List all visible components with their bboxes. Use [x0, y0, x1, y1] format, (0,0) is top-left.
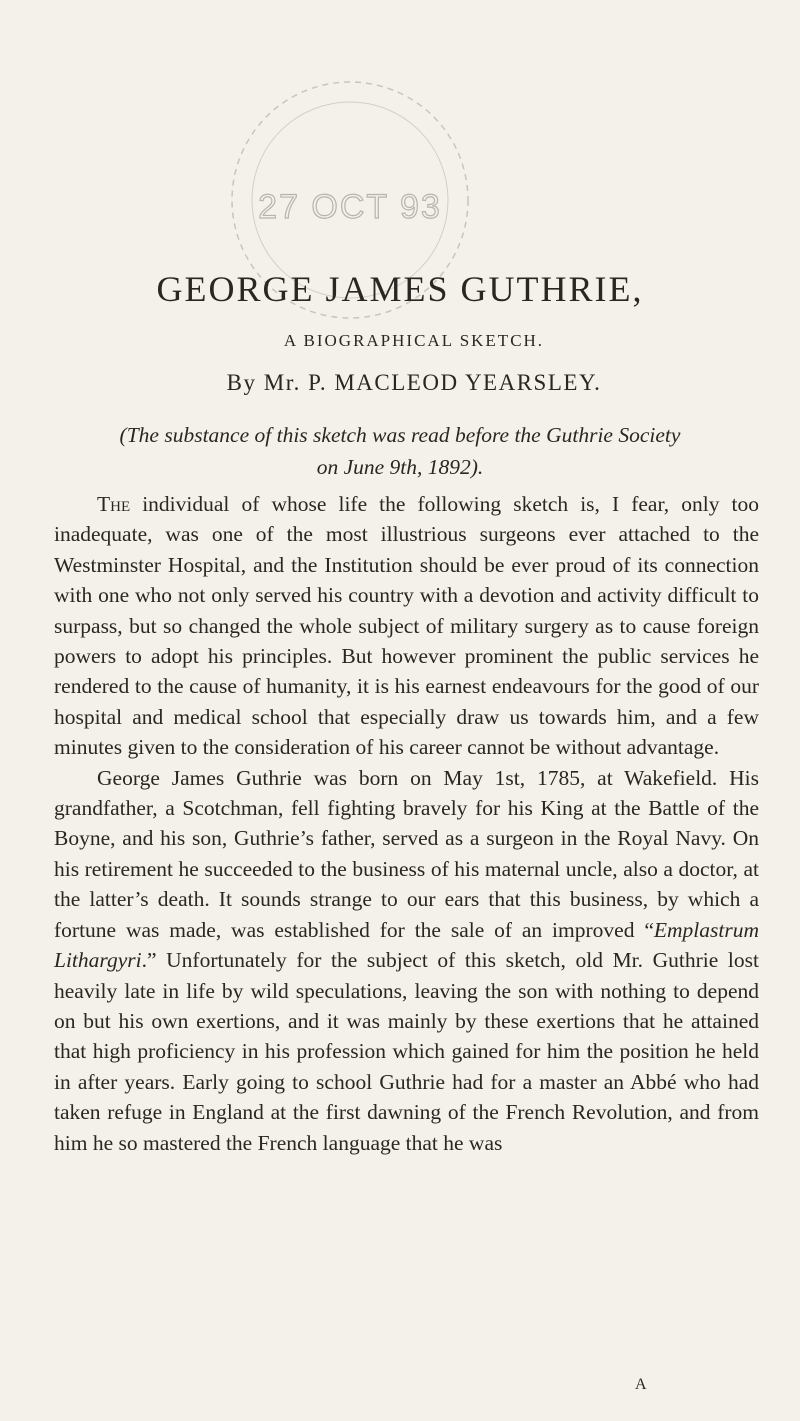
- paragraph-2-text-before: George James Guthrie was born on May 1st, 1785, at Wakefield. His grandfather, a Scotchman, fell fighting bravely for his King at the Battle of the Boyne, and his son, Guthrie’s father, served as a surgeon in the Royal Navy. On his retirement he succeeded to the business of his maternal uncle, also a doctor, at the latter’s death. It sounds strange to our ears that this business, by which a fortune was made, was established for the sale of an improved “: [54, 765, 759, 942]
- signature-mark: A: [635, 1376, 647, 1393]
- body-text: [54, 489, 759, 1158]
- paragraph-2: [54, 763, 759, 1158]
- stamp-date: 27 OCT 93: [258, 188, 442, 226]
- author-byline: By Mr. P. MACLEOD YEARSLEY.: [226, 370, 602, 395]
- paragraph-1: [54, 489, 759, 763]
- paragraph-2-latin-term: Emplastrum Lithargyri: [54, 917, 759, 973]
- editorial-note: [70, 419, 730, 483]
- subtitle: A BIOGRAPHICAL SKETCH.: [283, 331, 545, 350]
- paragraph-2-text-after: .” Unfortunately for the subject of this sketch, old Mr. Guthrie lost heavily late in life by wild speculations, leaving the son with nothing to depend on but his own exertions, and it was mainly by these exertions that he attained that high proficiency in his profession which gained for him the position he held in after years. Early going to school Guthrie had for a master an Abbé who had taken refuge in England at the first dawning of the French Revolution, and from him he so mastered the French language that he was: [54, 948, 759, 1155]
- editorial-note-line-2: on June 9th, 1892).: [316, 455, 484, 479]
- editorial-note-line-1: (The substance of this sketch was read before the Guthrie Society: [119, 423, 681, 447]
- paragraph-1-text: individual of whose life the following sketch is, I fear, only too inadequate, was one of the most illustrious surgeons ever attached to the Westminster Hospital, and the Institution should be ever proud of its connection with one who not only served his country with a devotion and activity difficult to surpass, but so changed the whole subject of military surgery as to cause foreign powers to adopt his principles. But however prominent the public services he rendered to the cause of humanity, it is his earnest endeavours for the good of our hospital and medical school that especially draw us towards him, and a few minutes given to the consideration of his career cannot be without advantage.: [54, 492, 759, 760]
- page-title: GEORGE JAMES GUTHRIE,: [156, 269, 644, 309]
- paragraph-1-lead-word: The: [97, 492, 131, 516]
